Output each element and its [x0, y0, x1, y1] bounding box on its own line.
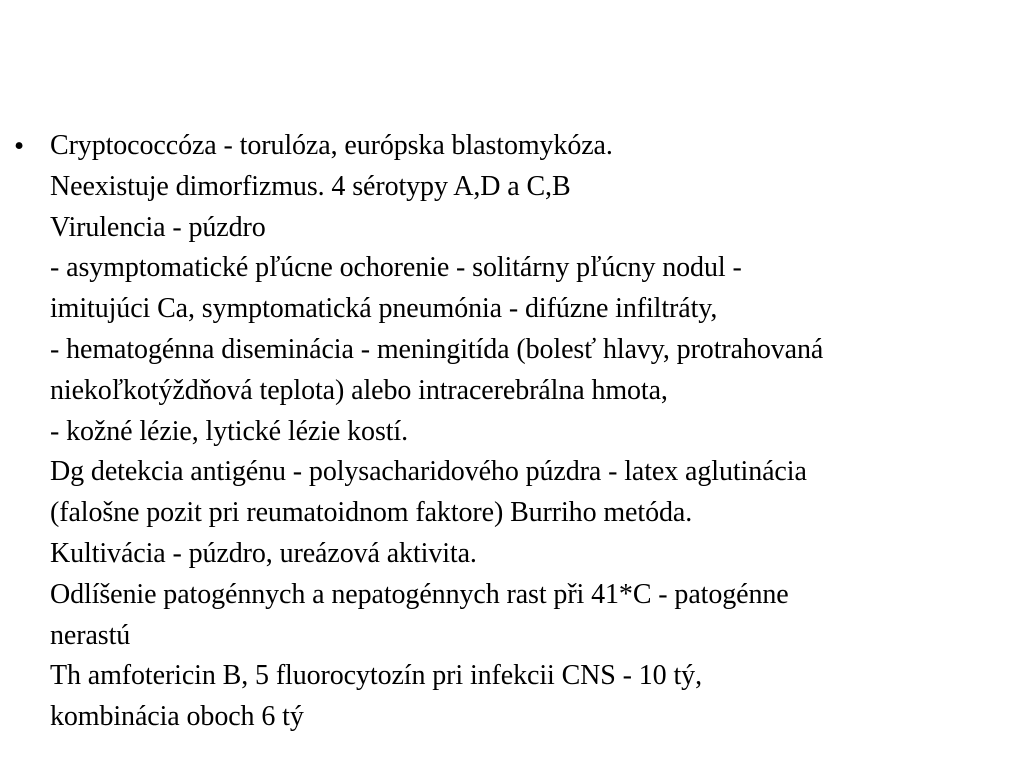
- bullet-marker: •: [14, 130, 25, 162]
- text-line-3: Virulencia - púzdro: [50, 211, 266, 243]
- text-line-1: Cryptococcóza - torulóza, európska blastomykóza.: [50, 130, 613, 161]
- text-line-10: (falošne pozit pri reumatoidnom faktore) Burriho metóda.: [50, 497, 693, 529]
- text-line-6: - hematogénna diseminácia - meningitída (bolesť hlavy, protrahovaná: [50, 333, 824, 365]
- text-line-5: imitujúci Ca, symptomatická pneumónia - difúzne infiltráty,: [50, 293, 718, 325]
- text-line-4: - asymptomatické pľúcne ochorenie - solitárny pľúcny nodul -: [50, 252, 742, 284]
- text-line-2: Neexistuje dimorfizmus. 4 sérotypy A,D a C,B: [50, 170, 571, 202]
- text-line-14: Th amfotericin B, 5 fluorocytozín pri infekcii CNS - 10 tý,: [50, 660, 702, 692]
- text-line-8: - kožné lézie, lytické lézie kostí.: [50, 415, 409, 447]
- text-line-13: nerastú: [50, 619, 131, 651]
- text-line-11: Kultivácia - púzdro, ureázová aktivita.: [50, 537, 477, 569]
- text-line-12: Odlíšenie patogénnych a nepatogénnych rast při 41*C - patogénne: [50, 578, 789, 610]
- text-line-7: niekoľkotýždňová teplota) alebo intracerebrálna hmota,: [50, 374, 668, 406]
- text-line-15: kombinácia oboch 6 tý: [50, 701, 304, 733]
- text-line-9: Dg detekcia antigénu - polysacharidového púzdra - latex aglutinácia: [50, 456, 807, 488]
- bullet-text-block: [50, 126, 1015, 738]
